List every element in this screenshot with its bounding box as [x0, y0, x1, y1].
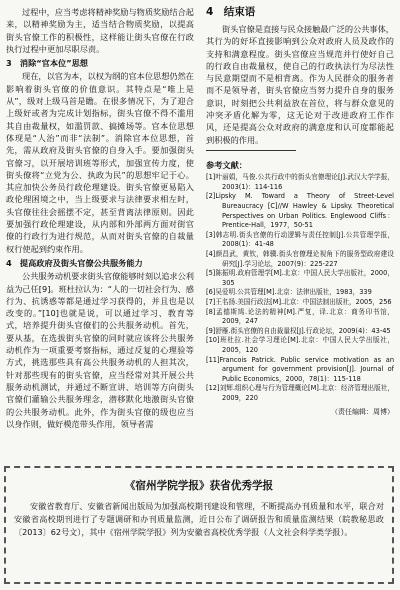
- left-column: [6, 6, 194, 430]
- conclusion-heading: 4 结束语: [206, 6, 256, 18]
- announcement-body: 安徽省教育厅、安徽省新闻出版局为加强高校期刊建设和管理，不断提高办刊质量和水平，联合对安徽省高校期刊进行了专题调研和办刊质量监测，近日公布了调研报告和质量监测结果（皖教秘思政〔2013〕62号文），其中《宿州学院学报》列为安徽省高校优秀学报（人文社会科学类学报）。: [14, 501, 384, 537]
- reference-list: [206, 173, 394, 403]
- reference-item: [11]Francois Patrick. Public service motivation as an argument for government provision[J]. Journal of Public Economics，2000，78(1)：115-118: [206, 355, 394, 383]
- paragraph-reward: 过程中，应当考虑将精神奖励与物质奖励结合起来，以精神奖励为主，适当结合物质奖励，以提高街头官僚工作的积极性，这样能让街头官僚在行政执行过程中更加尽职尽责。: [6, 7, 194, 54]
- announcement-title: 《宿州学院学报》获省优秀学报: [124, 480, 274, 492]
- reference-item: [8]孟德斯鸠.论法的精神[M].严复，译.北京：商务印书馆，2009，247: [206, 307, 394, 326]
- paragraph-conclusion: 街头官僚是直接与民众接触最广泛的公共事体，其行为的好坏直接影响到公众对政府人员及政作的支持和满意程度。街头官僚应当规范并行使好自己的行政自由裁量权，使自己的行政执法行为尽法性与民意期望而不是相背离。作为人民群众的服务者而不是领导者，街头官僚应当努力提升自身的服务意识，时刻把公共利益放在首位，将与群众意见的冲突矛盾化解为零，这无论对于改进政府工作作风，还是提高公众对政府的满意度和认可度都能起到积极的作用。: [206, 24, 394, 145]
- reference-item: [4]颜昌武，黄钦，韩骥.街头官僚理论视角下的服务型政府建设研究[J].学习论坛，2007(9)：225-227: [206, 250, 394, 268]
- reference-item: [2]Lipsky M. Toward a Theory of Street-Level Bureaucracy [C]//W Hawley & Lipsky. Theoretical Perspectives on Urban Politics. Englewood Cliffs：Prentice-Hall，1977，50-51: [206, 192, 394, 230]
- reference-item: [10]班杜拉.社会学习理论[M].北京：中国人民大学出版社，2005，120: [206, 336, 394, 354]
- reference-item: [9]舒雁.街头官僚的自由裁量权[J].行政论坛，2009(4)：43-45: [206, 326, 391, 335]
- references-heading: 参考文献：: [206, 159, 247, 170]
- divider: [206, 150, 296, 151]
- right-column: [206, 6, 394, 418]
- paragraph-public-service: 公共服务动机要求街头官僚能够时刻以追求公利益为己任[9]。班杜拉认为：“人的一切社会行为、感行为、抗诱惑等都是通过学习获得的，并且也是以改变的。”[10]也就是说，可以通过学习、教育等式，培养提升街头官僚们的公共服务动机。首先，要从基，在选拔街头官僚的同时就应该将公共服务动机作为一项重要考察指标，通过反复的心理验等方式，挑选那些具有高公共服务动机的人担其次，针对那些现有的街头官僚，应当经常对其开展公共服务动机测试，并通过不断宣讲、培训等方向街头官僚们灌输公共服务理念，潜移默化地激街头官僚的公共服务动机。此外，作为街头官僚的级也应当以身作则，做好模范带头作用，领导者需: [6, 271, 194, 429]
- reference-item: [3]韩志明.街头官僚的行动逻辑与责任控制[J].公共管理学报，2008(1)：41-48: [206, 230, 394, 249]
- reference-item: [5]陈振明.政府管理学[M].北京：中国人民大学出版社，2000，305: [206, 269, 394, 287]
- paragraph-official-standard: 现在，以官为本，以权为纲的官本位思想仍然在影响着街头官僚的价值意识。其特点是“唯上是从”，级对上级马首是瞻。在很多情况下，为了迎合上级好或者为完成计划指标，街头官僚不得不滥用其自由裁量权，如滥罚款、搞摊场等。官本位思想体现是“人治”而非“法制”。消除官本位思想，首先，需从政府及街头官僚的自身入手。要加强街头官僚习，以开展培训班等形式，加强宣传力度，使街头僚将“立党为公、执政为民”的思想牢记于心。其应加快公务员行政伦理建设。街头官僚更易陷入政伦理困境之中，当上级要求与法律要求相左时，头官僚往往会摇摆不定，甚至背离法律原则。因此要加强行政伦理建设，从内部和外部两方面对街官僚的行政行为进行规范，从而对街头官僚的自裁量权行使起到约束作用。: [6, 71, 194, 254]
- reference-item: [1]叶丽娟，马俊.公共行政中的街头官僚理论[J].武汉大学学报，2003(1)：114-116: [206, 173, 394, 191]
- section-heading-3: 3 消除“官本位”思想: [6, 58, 88, 69]
- reference-item: [7]王名扬.美国行政法[M].北京：中国法制出版社，2005，256: [206, 297, 392, 306]
- editor-note: （责任编辑：周博）: [331, 407, 394, 416]
- announcement-box: [4, 466, 394, 584]
- reference-item: [12]刘辉.组织心理与行为管理概论[M].北京：经济管理出版社，2009，220: [206, 384, 394, 402]
- reference-item: [6]吴爱明.公共管理[M].北京：法律出版社，1983，339: [206, 288, 372, 297]
- section-heading-4: 4 提高政府及街头官僚公共服务能力: [6, 257, 143, 268]
